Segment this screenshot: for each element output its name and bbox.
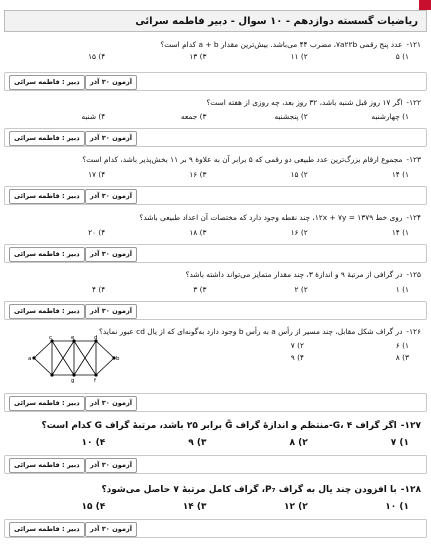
vertex-label-e: e [71, 335, 75, 341]
page-title: ریاضیات گسسته دوازدهم - ۱۰ سوال - دبیر فاطمه سرائی [4, 10, 427, 32]
question-number: ۱۲۳- [406, 155, 421, 164]
question-124 [4, 213, 427, 237]
question-footer [4, 393, 427, 412]
question-122 [4, 98, 427, 121]
vertex-label-a: a [28, 356, 32, 362]
vertex-label-f: f [94, 378, 96, 383]
option-1[interactable]: ۱) ۱۴ [391, 170, 409, 179]
question-121 [4, 40, 427, 61]
option-2[interactable]: ۲) ۱۱ [290, 52, 308, 61]
question-text: روی خط ۱۳۷۹ = ۱۲x + ۷y، چند نقطه وجود دارد که مختصات آن اعداد طبیعی باشد؟ [139, 213, 403, 222]
exam-tag: آزمون ۳۰ آذر [85, 458, 137, 473]
question-123 [4, 155, 427, 179]
option-4[interactable]: ۴) ۲۰ [88, 228, 106, 237]
option-3[interactable]: ۳) ۱۶ [189, 170, 207, 179]
question-text: اگر گراف G، ۴-منتظم و اندازهٔ گراف Ḡ برابر ۲۵ باشد، مرتبهٔ گراف G کدام است؟ [41, 421, 397, 431]
option-4[interactable]: ۴) شنبه [81, 112, 106, 121]
question-text: اگر ۱۷ روز قبل شنبه باشد، ۳۲ روز بعد، چه روزی از هفته است؟ [206, 98, 403, 107]
option-3[interactable]: ۳) ۹ [188, 438, 207, 448]
question-footer [4, 72, 427, 91]
option-2[interactable]: ۲) ۱۲ [284, 502, 308, 512]
option-4[interactable]: ۴) ۹ [290, 353, 304, 362]
teacher-tag: دبیر : فاطمه سرائی [9, 75, 85, 90]
vertex-label-g: g [71, 378, 75, 383]
option-1[interactable]: ۱) ۱ [395, 285, 409, 294]
vertex-label-d: d [94, 335, 98, 341]
option-2[interactable]: ۲) ۲ [294, 285, 308, 294]
option-1[interactable]: ۱) چهارشنبه [371, 112, 409, 121]
question-number: ۱۲۵- [406, 270, 421, 279]
option-3[interactable]: ۳) ۱۸ [189, 228, 207, 237]
option-1[interactable]: ۱) ۵ [395, 52, 409, 61]
question-text: در گراف شکل مقابل، چند مسیر از رأس a به رأس b وجود دارد به‌گونه‌ای که از یال cd عبور نماید؟ [98, 327, 403, 336]
option-2[interactable]: ۲) ۷ [290, 341, 304, 350]
question-text: با افزودن چند یال به گراف P₇، گراف کامل مرتبهٔ ۷ حاصل می‌شود؟ [101, 485, 397, 495]
teacher-tag: دبیر : فاطمه سرائی [9, 189, 85, 204]
option-3[interactable]: ۳) جمعه [180, 112, 207, 121]
exam-tag: آزمون ۳۰ آذر [85, 75, 137, 90]
teacher-tag: دبیر : فاطمه سرائی [9, 458, 85, 473]
option-4[interactable]: ۴) ۱۵ [81, 502, 106, 512]
question-footer [4, 455, 427, 474]
question-number: ۱۲۷- [400, 421, 421, 431]
question-text: در گرافی از مرتبهٔ ۹ و اندازهٔ ۳، چند مقدار متمایز می‌تواند داشته باشد؟ [185, 270, 403, 279]
teacher-tag: دبیر : فاطمه سرائی [9, 247, 85, 262]
question-number: ۱۲۸- [400, 485, 421, 495]
option-2[interactable]: ۲) ۱۵ [290, 170, 308, 179]
question-127 [4, 420, 427, 448]
question-128 [4, 484, 427, 512]
question-footer [4, 301, 427, 320]
exam-tag: آزمون ۳۰ آذر [85, 304, 137, 319]
exam-tag: آزمون ۳۰ آذر [85, 247, 137, 262]
vertex-label-c: c [49, 335, 53, 341]
question-number: ۱۲۱- [406, 40, 421, 49]
question-footer [4, 186, 427, 205]
corner-mark [419, 0, 431, 10]
question-footer [4, 519, 427, 538]
option-3[interactable]: ۳) ۳ [193, 285, 207, 294]
option-2[interactable]: ۲) پنجشنبه [274, 112, 308, 121]
question-text: عدد پنج رقمی ۷a۲۲b، مضرب ۴۴ می‌باشد. بیش‌ترین مقدار a + b کدام است؟ [160, 40, 403, 49]
option-1[interactable]: ۱) ۱۴ [391, 228, 409, 237]
option-1[interactable]: ۱) ۶ [395, 341, 409, 350]
vertex-label-b: b [116, 356, 120, 362]
question-number: ۱۲۲- [406, 98, 421, 107]
question-number: ۱۲۶- [406, 327, 421, 336]
teacher-tag: دبیر : فاطمه سرائی [9, 131, 85, 146]
option-3[interactable]: ۳) ۱۳ [189, 52, 207, 61]
teacher-tag: دبیر : فاطمه سرائی [9, 522, 85, 537]
graph-figure [28, 333, 120, 383]
question-number: ۱۲۴- [406, 213, 421, 222]
teacher-tag: دبیر : فاطمه سرائی [9, 304, 85, 319]
option-4[interactable]: ۴) ۱۰ [81, 438, 106, 448]
question-text: مجموع ارقام بزرگ‌ترین عدد طبیعی دو رقمی که ۵ برابر آن به علاوهٔ ۹ بر ۱۱ بخش‌پذیر باشد، کدام است؟ [82, 155, 403, 164]
exam-tag: آزمون ۳۰ آذر [85, 396, 137, 411]
option-2[interactable]: ۲) ۱۶ [290, 228, 308, 237]
exam-tag: آزمون ۳۰ آذر [85, 189, 137, 204]
option-4[interactable]: ۴) ۱۵ [88, 52, 106, 61]
option-1[interactable]: ۱) ۱۰ [385, 502, 409, 512]
option-3[interactable]: ۳) ۸ [395, 353, 409, 362]
option-2[interactable]: ۲) ۸ [289, 438, 308, 448]
option-4[interactable]: ۴) ۱۷ [88, 170, 106, 179]
question-footer [4, 128, 427, 147]
option-1[interactable]: ۱) ۷ [390, 438, 409, 448]
teacher-tag: دبیر : فاطمه سرائی [9, 396, 85, 411]
option-3[interactable]: ۳) ۱۴ [182, 502, 207, 512]
question-footer [4, 244, 427, 263]
exam-tag: آزمون ۳۰ آذر [85, 522, 137, 537]
exam-tag: آزمون ۳۰ آذر [85, 131, 137, 146]
question-125 [4, 270, 427, 294]
option-4[interactable]: ۴) ۴ [92, 285, 106, 294]
